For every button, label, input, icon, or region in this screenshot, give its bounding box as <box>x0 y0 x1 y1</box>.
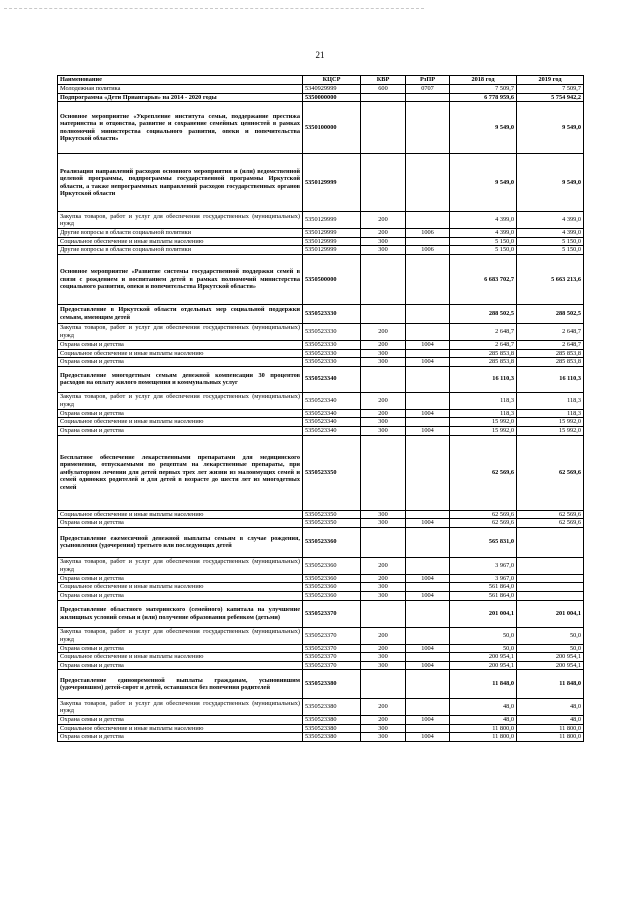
cell-2018: 48,0 <box>450 699 517 716</box>
cell-2019: 9 549,0 <box>517 154 584 212</box>
cell-kvr: 300 <box>361 358 406 367</box>
cell-rzpr: 1004 <box>406 358 450 367</box>
cell-kvr: 200 <box>361 557 406 574</box>
cell-name: Охрана семьи и детства <box>58 644 303 653</box>
cell-kcsr: 5350523360 <box>303 591 361 600</box>
cell-name: Другие вопросы в области социальной политики <box>58 246 303 255</box>
table-row <box>58 644 584 653</box>
cell-2019: 5 663 213,6 <box>517 254 584 304</box>
cell-rzpr <box>406 418 450 427</box>
cell-kcsr: 5350523340 <box>303 418 361 427</box>
cell-name: Подпрограмма «Дети Приангарья» на 2014 - 2020 годы <box>58 93 303 102</box>
page-number: 21 <box>315 50 325 60</box>
cell-rzpr <box>406 349 450 358</box>
cell-rzpr <box>406 154 450 212</box>
cell-rzpr: 1004 <box>406 716 450 725</box>
table-row <box>58 591 584 600</box>
cell-2018: 6 778 959,6 <box>450 93 517 102</box>
table-row <box>58 212 584 229</box>
table-row <box>58 237 584 246</box>
cell-2018: 4 399,0 <box>450 229 517 238</box>
cell-2019 <box>517 574 584 583</box>
cell-2019: 288 502,5 <box>517 304 584 323</box>
cell-2018: 16 110,3 <box>450 366 517 392</box>
cell-name: Социальное обеспечение и иные выплаты населению <box>58 237 303 246</box>
cell-2019: 118,3 <box>517 409 584 418</box>
cell-2019: 11 800,0 <box>517 724 584 733</box>
cell-rzpr: 1004 <box>406 340 450 349</box>
cell-2019: 2 648,7 <box>517 340 584 349</box>
cell-2019: 50,0 <box>517 644 584 653</box>
cell-name: Охрана семьи и детства <box>58 519 303 528</box>
cell-kcsr: 5350523380 <box>303 699 361 716</box>
cell-kvr: 200 <box>361 392 406 409</box>
cell-rzpr: 1004 <box>406 426 450 435</box>
cell-2019: 50,0 <box>517 627 584 644</box>
cell-kcsr: 5350129999 <box>303 246 361 255</box>
cell-kvr: 300 <box>361 733 406 742</box>
cell-kvr: 300 <box>361 237 406 246</box>
cell-rzpr <box>406 627 450 644</box>
cell-2018: 2 648,7 <box>450 323 517 340</box>
cell-2018: 48,0 <box>450 716 517 725</box>
cell-rzpr <box>406 323 450 340</box>
cell-name: Предоставление областного материнского (семейного) капитала на улучшение жилищных условий семьи и (или) получение образования ребенком (детьми) <box>58 600 303 627</box>
cell-rzpr <box>406 527 450 557</box>
cell-name: Охрана семьи и детства <box>58 733 303 742</box>
cell-2018: 118,3 <box>450 392 517 409</box>
cell-name: Закупка товаров, работ и услуг для обеспечения государственных (муниципальных) нужд <box>58 323 303 340</box>
cell-name: Предоставление единовременной выплаты гражданам, усыновившим (удочерившим) детей-сирот и детей, оставшихся без попечения родителей <box>58 670 303 699</box>
cell-name: Охрана семьи и детства <box>58 358 303 367</box>
header-rzpr: РзПР <box>406 76 450 85</box>
cell-kvr: 200 <box>361 716 406 725</box>
cell-rzpr: 1004 <box>406 519 450 528</box>
cell-kcsr: 5350500000 <box>303 254 361 304</box>
cell-kcsr: 5350100000 <box>303 102 361 154</box>
cell-2019 <box>517 591 584 600</box>
table-row <box>58 600 584 627</box>
cell-2019: 62 569,6 <box>517 519 584 528</box>
cell-2018: 288 502,5 <box>450 304 517 323</box>
cell-rzpr <box>406 254 450 304</box>
table-row <box>58 304 584 323</box>
table-row <box>58 716 584 725</box>
cell-2019: 2 648,7 <box>517 323 584 340</box>
cell-kvr: 300 <box>361 519 406 528</box>
cell-2019: 62 569,6 <box>517 435 584 510</box>
cell-name: Охрана семьи и детства <box>58 426 303 435</box>
cell-2019: 5 754 942,2 <box>517 93 584 102</box>
scan-top-line <box>4 8 424 9</box>
cell-kvr: 200 <box>361 699 406 716</box>
header-2018: 2018 год <box>450 76 517 85</box>
cell-rzpr <box>406 435 450 510</box>
cell-rzpr <box>406 366 450 392</box>
cell-2019: 5 150,0 <box>517 237 584 246</box>
cell-kvr: 200 <box>361 212 406 229</box>
cell-kvr: 200 <box>361 340 406 349</box>
cell-kcsr: 5350523340 <box>303 392 361 409</box>
cell-kcsr: 5350523350 <box>303 519 361 528</box>
cell-2019: 200 954,1 <box>517 653 584 662</box>
cell-kcsr: 5350523330 <box>303 358 361 367</box>
cell-name: Закупка товаров, работ и услуг для обеспечения государственных (муниципальных) нужд <box>58 557 303 574</box>
cell-kvr: 300 <box>361 349 406 358</box>
cell-kcsr: 5350523370 <box>303 644 361 653</box>
cell-2018: 62 569,6 <box>450 519 517 528</box>
cell-kcsr: 5350129999 <box>303 154 361 212</box>
table-row <box>58 733 584 742</box>
cell-kcsr: 5350129999 <box>303 237 361 246</box>
cell-kvr: 300 <box>361 510 406 519</box>
cell-rzpr <box>406 670 450 699</box>
table-row <box>58 527 584 557</box>
cell-2019: 118,3 <box>517 392 584 409</box>
cell-rzpr <box>406 600 450 627</box>
cell-kcsr: 5350129999 <box>303 212 361 229</box>
cell-2019: 201 004,1 <box>517 600 584 627</box>
cell-2019: 9 549,0 <box>517 102 584 154</box>
cell-name: Предоставление многодетным семьям денежной компенсации 30 процентов расходов на оплату жилого помещения и коммунальных услуг <box>58 366 303 392</box>
cell-2018: 9 549,0 <box>450 154 517 212</box>
cell-2019: 200 954,1 <box>517 661 584 670</box>
cell-2018: 62 569,6 <box>450 510 517 519</box>
cell-name: Другие вопросы в области социальной политики <box>58 229 303 238</box>
cell-name: Охрана семьи и детства <box>58 661 303 670</box>
cell-kcsr: 5350523340 <box>303 366 361 392</box>
header-kcsr: КЦСР <box>303 76 361 85</box>
cell-rzpr <box>406 724 450 733</box>
cell-kcsr: 5350523370 <box>303 653 361 662</box>
cell-name: Охрана семьи и детства <box>58 574 303 583</box>
cell-name: Реализация направлений расходов основного мероприятия и (или) ведомственной целевой программы, подпрограммы государственной программы Иркутской области, а также непрограммных направлений расходов государственных органов Иркутской области <box>58 154 303 212</box>
cell-kcsr: 5350000000 <box>303 93 361 102</box>
cell-rzpr <box>406 653 450 662</box>
table-row <box>58 246 584 255</box>
table-row <box>58 426 584 435</box>
cell-kvr: 300 <box>361 583 406 592</box>
cell-kcsr: 5350523380 <box>303 716 361 725</box>
cell-2018: 200 954,1 <box>450 653 517 662</box>
table-row <box>58 418 584 427</box>
cell-rzpr: 0707 <box>406 85 450 94</box>
cell-name: Социальное обеспечение и иные выплаты населению <box>58 583 303 592</box>
cell-2018: 11 800,0 <box>450 733 517 742</box>
cell-2018: 15 992,0 <box>450 418 517 427</box>
cell-rzpr <box>406 237 450 246</box>
cell-kcsr: 5350523360 <box>303 583 361 592</box>
table-row <box>58 661 584 670</box>
header-name: Наименование <box>58 76 303 85</box>
cell-name: Социальное обеспечение и иные выплаты населению <box>58 510 303 519</box>
table-row <box>58 85 584 94</box>
cell-2019: 16 110,3 <box>517 366 584 392</box>
header-2019: 2019 год <box>517 76 584 85</box>
budget-table <box>57 75 584 742</box>
cell-2019: 7 509,7 <box>517 85 584 94</box>
cell-2019: 4 399,0 <box>517 229 584 238</box>
cell-kvr <box>361 435 406 510</box>
table-row <box>58 254 584 304</box>
cell-kvr: 200 <box>361 574 406 583</box>
cell-rzpr <box>406 510 450 519</box>
cell-name: Охрана семьи и детства <box>58 409 303 418</box>
cell-kvr: 200 <box>361 409 406 418</box>
cell-rzpr <box>406 93 450 102</box>
cell-rzpr: 1006 <box>406 246 450 255</box>
cell-2018: 118,3 <box>450 409 517 418</box>
cell-2019: 15 992,0 <box>517 418 584 427</box>
cell-kcsr: 5350523330 <box>303 349 361 358</box>
cell-kvr <box>361 102 406 154</box>
cell-kvr <box>361 154 406 212</box>
cell-kcsr: 5350523370 <box>303 661 361 670</box>
cell-2018: 4 399,0 <box>450 212 517 229</box>
cell-name: Предоставление ежемесячной денежной выплаты семьям в случае рождения, усыновления (удочерения) третьего или последующих детей <box>58 527 303 557</box>
table-row <box>58 583 584 592</box>
cell-2019 <box>517 557 584 574</box>
cell-kcsr: 5350523360 <box>303 557 361 574</box>
cell-kcsr: 5340929999 <box>303 85 361 94</box>
cell-kcsr: 5350523330 <box>303 304 361 323</box>
cell-name: Социальное обеспечение и иные выплаты населению <box>58 724 303 733</box>
cell-2018: 565 831,0 <box>450 527 517 557</box>
cell-kvr <box>361 600 406 627</box>
cell-rzpr: 1004 <box>406 661 450 670</box>
table-row <box>58 557 584 574</box>
cell-kcsr: 5350523340 <box>303 426 361 435</box>
cell-kvr: 300 <box>361 661 406 670</box>
cell-name: Молодежная политика <box>58 85 303 94</box>
cell-2018: 2 648,7 <box>450 340 517 349</box>
cell-rzpr <box>406 699 450 716</box>
cell-2019: 285 853,8 <box>517 358 584 367</box>
cell-name: Охрана семьи и детства <box>58 716 303 725</box>
cell-2018: 561 864,0 <box>450 591 517 600</box>
cell-kvr: 300 <box>361 724 406 733</box>
table-row <box>58 323 584 340</box>
cell-kcsr: 5350523360 <box>303 574 361 583</box>
cell-kcsr: 5350523370 <box>303 600 361 627</box>
table-row <box>58 93 584 102</box>
cell-name: Закупка товаров, работ и услуг для обеспечения государственных (муниципальных) нужд <box>58 392 303 409</box>
cell-name: Основное мероприятие «Развитие системы государственной поддержки семей в связи с рождением и воспитанием детей в рамках полномочий министерства социального развития, опеки и попечительства Иркутской области» <box>58 254 303 304</box>
cell-2018: 6 683 702,7 <box>450 254 517 304</box>
cell-kcsr: 5350523330 <box>303 340 361 349</box>
cell-2018: 285 853,8 <box>450 358 517 367</box>
cell-2019: 48,0 <box>517 716 584 725</box>
cell-name: Охрана семьи и детства <box>58 340 303 349</box>
cell-kcsr: 5350523380 <box>303 670 361 699</box>
cell-kcsr: 5350523340 <box>303 409 361 418</box>
cell-rzpr: 1004 <box>406 574 450 583</box>
cell-2018: 3 967,0 <box>450 574 517 583</box>
cell-2018: 15 992,0 <box>450 426 517 435</box>
cell-kvr <box>361 254 406 304</box>
cell-2018: 3 967,0 <box>450 557 517 574</box>
cell-name: Социальное обеспечение и иные выплаты населению <box>58 349 303 358</box>
cell-2019: 11 800,0 <box>517 733 584 742</box>
cell-rzpr: 1004 <box>406 644 450 653</box>
table-row <box>58 510 584 519</box>
cell-2019: 285 853,8 <box>517 349 584 358</box>
cell-kvr: 200 <box>361 627 406 644</box>
cell-kvr: 600 <box>361 85 406 94</box>
cell-name: Закупка товаров, работ и услуг для обеспечения государственных (муниципальных) нужд <box>58 212 303 229</box>
cell-2019: 62 569,6 <box>517 510 584 519</box>
table-row <box>58 724 584 733</box>
table-row <box>58 392 584 409</box>
cell-kvr <box>361 93 406 102</box>
cell-kvr: 200 <box>361 323 406 340</box>
table-row <box>58 340 584 349</box>
cell-2018: 7 509,7 <box>450 85 517 94</box>
cell-kvr: 300 <box>361 653 406 662</box>
cell-2018: 5 150,0 <box>450 246 517 255</box>
cell-kvr <box>361 304 406 323</box>
cell-2019: 15 992,0 <box>517 426 584 435</box>
table-row <box>58 435 584 510</box>
table-row <box>58 154 584 212</box>
cell-2018: 62 569,6 <box>450 435 517 510</box>
cell-kcsr: 5350523380 <box>303 724 361 733</box>
cell-2018: 11 800,0 <box>450 724 517 733</box>
cell-2018: 201 004,1 <box>450 600 517 627</box>
cell-kvr: 300 <box>361 418 406 427</box>
cell-kvr <box>361 670 406 699</box>
table-row <box>58 670 584 699</box>
table-row <box>58 699 584 716</box>
cell-2018: 50,0 <box>450 644 517 653</box>
table-row <box>58 229 584 238</box>
cell-2019: 5 150,0 <box>517 246 584 255</box>
cell-2019 <box>517 583 584 592</box>
table-row <box>58 102 584 154</box>
cell-2018: 9 549,0 <box>450 102 517 154</box>
cell-2018: 11 848,0 <box>450 670 517 699</box>
cell-kcsr: 5350523350 <box>303 510 361 519</box>
cell-rzpr: 1004 <box>406 733 450 742</box>
cell-rzpr <box>406 392 450 409</box>
cell-rzpr <box>406 102 450 154</box>
table-row <box>58 653 584 662</box>
table-row <box>58 574 584 583</box>
cell-2018: 561 864,0 <box>450 583 517 592</box>
cell-rzpr: 1004 <box>406 409 450 418</box>
table-row <box>58 409 584 418</box>
cell-name: Закупка товаров, работ и услуг для обеспечения государственных (муниципальных) нужд <box>58 699 303 716</box>
table-row <box>58 358 584 367</box>
cell-rzpr <box>406 557 450 574</box>
header-kvr: КВР <box>361 76 406 85</box>
cell-rzpr: 1004 <box>406 591 450 600</box>
cell-kcsr: 5350523350 <box>303 435 361 510</box>
cell-kvr: 300 <box>361 246 406 255</box>
cell-name: Закупка товаров, работ и услуг для обеспечения государственных (муниципальных) нужд <box>58 627 303 644</box>
cell-kvr: 300 <box>361 591 406 600</box>
table-row <box>58 627 584 644</box>
cell-rzpr: 1006 <box>406 229 450 238</box>
cell-kvr: 300 <box>361 426 406 435</box>
table-row <box>58 519 584 528</box>
table-row <box>58 349 584 358</box>
cell-2018: 50,0 <box>450 627 517 644</box>
cell-kcsr: 5350129999 <box>303 229 361 238</box>
cell-2019: 48,0 <box>517 699 584 716</box>
cell-kvr: 200 <box>361 229 406 238</box>
cell-kvr <box>361 366 406 392</box>
table-row <box>58 366 584 392</box>
cell-name: Социальное обеспечение и иные выплаты населению <box>58 653 303 662</box>
cell-name: Социальное обеспечение и иные выплаты населению <box>58 418 303 427</box>
cell-2019: 4 399,0 <box>517 212 584 229</box>
cell-name: Предоставление в Иркутской области отдельных мер социальной поддержки семьям, имеющим детей <box>58 304 303 323</box>
table-header-row <box>58 76 584 85</box>
cell-kvr <box>361 527 406 557</box>
cell-name: Бесплатное обеспечение лекарственными препаратами для медицинского применения, отпускаемыми по рецептам на лекарственные препараты, при амбулаторном лечении для детей первых трех лет жизни из малоимущих семей и семей одиноких родителей и для детей в возрасте до шести лет из многодетных семей <box>58 435 303 510</box>
cell-2019 <box>517 527 584 557</box>
cell-2019: 11 848,0 <box>517 670 584 699</box>
cell-kcsr: 5350523330 <box>303 323 361 340</box>
cell-name: Охрана семьи и детства <box>58 591 303 600</box>
cell-rzpr <box>406 212 450 229</box>
cell-kvr: 200 <box>361 644 406 653</box>
cell-kcsr: 5350523380 <box>303 733 361 742</box>
cell-2018: 5 150,0 <box>450 237 517 246</box>
cell-rzpr <box>406 304 450 323</box>
cell-name: Основное мероприятие «Укрепление института семьи, поддержание престижа материнства и отцовства, развитие и сохранение семейных ценностей в рамках полномочий министерства социального развития, опеки и попечительства Иркутской области» <box>58 102 303 154</box>
cell-2018: 285 853,8 <box>450 349 517 358</box>
cell-rzpr <box>406 583 450 592</box>
cell-2018: 200 954,1 <box>450 661 517 670</box>
cell-kcsr: 5350523370 <box>303 627 361 644</box>
cell-kcsr: 5350523360 <box>303 527 361 557</box>
